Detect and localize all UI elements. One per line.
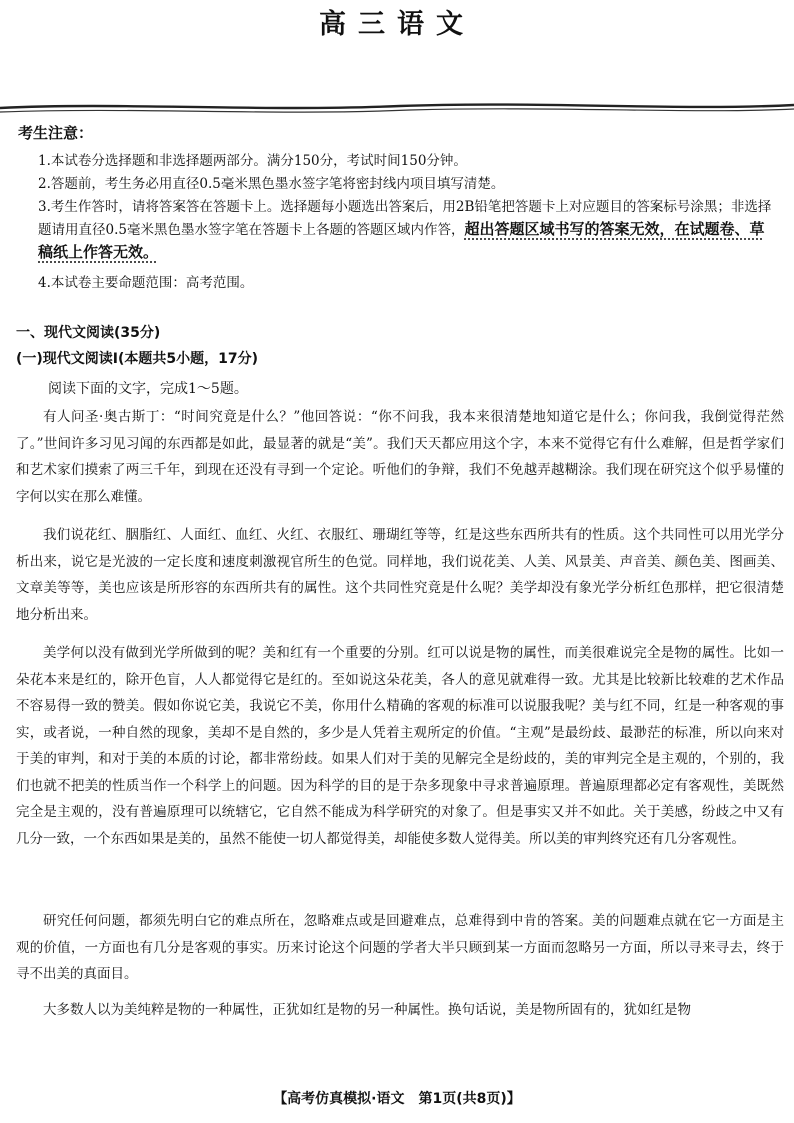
passage-paragraph-3: 美学何以没有做到光学所做到的呢？美和红有一个重要的分别。红可以说是物的属性，而美很难说完全是物的属性。比如一朵花本来是红的，除开色盲，人人都觉得它是红的。至如说这朵花美，各人的意见就难得一致。尤其是比较新比较难的艺术作品不容易得一致的赞美。假如你说它美，我说它不美，你用什么精确的客观的标准可以说服我呢？美与红不同，红是一种客观的事实，或者说，一种自然的现象，美却不是自然的，多少是人凭着主观所定的价值。“主观”是最纷歧、最渺茫的标准，所以向来对于美的审判，和对于美的本质的讨论，都非常纷歧。如果人们对于美的见解完全是纷歧的，美的审判完全是主观的，个别的，我们也就不把美的性质当作一个科学上的问题。因为科学的目的是于杂多现象中寻求普遍原理。普遍原理都必定有客观性，美既然完全是主观的，没有普遍原理可以统辖它，它自然不能成为科学研究的对象了。但是事实又并不如此。关于美感，纷歧之中又有几分一致，一个东西如果是美的，虽然不能使一切人都觉得美，却能使多数人觉得美。所以美的审判终究还有几分客观性。 <box>16 645 784 847</box>
notice-item-3-emphasis: 超出答题区域书写的答案无效，在试题卷、草稿纸上作答无效。 <box>38 220 765 261</box>
passage-paragraph-1: 有人问圣·奥古斯丁：“时间究竟是什么？”他回答说：“你不问我，我本来很清楚地知道它是什么；你问我，我倒觉得茫然了。”世间许多习见习闻的东西都是如此，最显著的就是“美”。我们天天都应用这个字，本来不觉得它有什么难解，但是哲学家们和艺术家们摸索了两三千年，到现在还没有寻到一个定论。听他们的争辩，我们不免越弄越糊涂。我们现在研究这个似乎易懂的字何以实在那么难懂。 <box>16 409 784 505</box>
page-footer: 【高考仿真模拟·语文 第1页(共8页)】 <box>273 1091 521 1107</box>
page-title: 高三语文 <box>319 9 475 40</box>
notice-item-2: 2.答题前，考生务必用直径0.5毫米黑色墨水签字笔将密封线内项目填写清楚。 <box>38 176 505 192</box>
reading-instruction: 阅读下面的文字，完成1～5题。 <box>48 381 248 397</box>
passage-paragraph-4: 研究任何问题，都须先明白它的难点所在，忽略难点或是回避难点，总难得到中肯的答案。美的问题难点就在它一方面是主观的价值，一方面也有几分是客观的事实。历来讨论这个问题的学者大半只顾到某一方面而忽略另一方面，所以寻来寻去，终于寻不出美的真面目。 <box>16 913 784 982</box>
header-rule <box>0 98 794 118</box>
notice-item-4: 4.本试卷主要命题范围：高考范围。 <box>38 275 254 291</box>
passage-paragraph-5: 大多数人以为美纯粹是物的一种属性，正犹如红是物的另一种属性。换句话说，美是物所固有的，犹如红是物 <box>43 1002 691 1018</box>
notice-item-1: 1.本试卷分选择题和非选择题两部分。满分150分，考试时间150分钟。 <box>38 153 467 169</box>
passage-paragraph-2: 我们说花红、胭脂红、人面红、血红、火红、衣服红、珊瑚红等等，红是这些东西所共有的性质。这个共同性可以用光学分析出来，说它是光波的一定长度和速度刺激视官所生的色觉。同样地，我们说花美、人美、风景美、声音美、颜色美、图画美、文章美等等，美也应该是所形容的东西所共有的属性。这个共同性究竟是什么呢？美学却没有象光学分析红色那样，把它很清楚地分析出来。 <box>16 527 784 623</box>
subsection-heading: (一)现代文阅读Ⅰ(本题共5小题，17分) <box>16 351 259 367</box>
notice-item-3-text: 3.考生作答时，请将答案答在答题卡上。选择题每小题选出答案后，用2B铅笔把答题卡上对应题目的答案标号涂黑；非选择题请用直径0.5毫米黑色墨水签字笔在答题卡上各题的答题区域内作答， <box>38 199 772 238</box>
section-heading: 一、现代文阅读(35分) <box>16 325 161 341</box>
notice-heading: 考生注意： <box>18 124 94 142</box>
notice-item-3 <box>38 196 778 264</box>
